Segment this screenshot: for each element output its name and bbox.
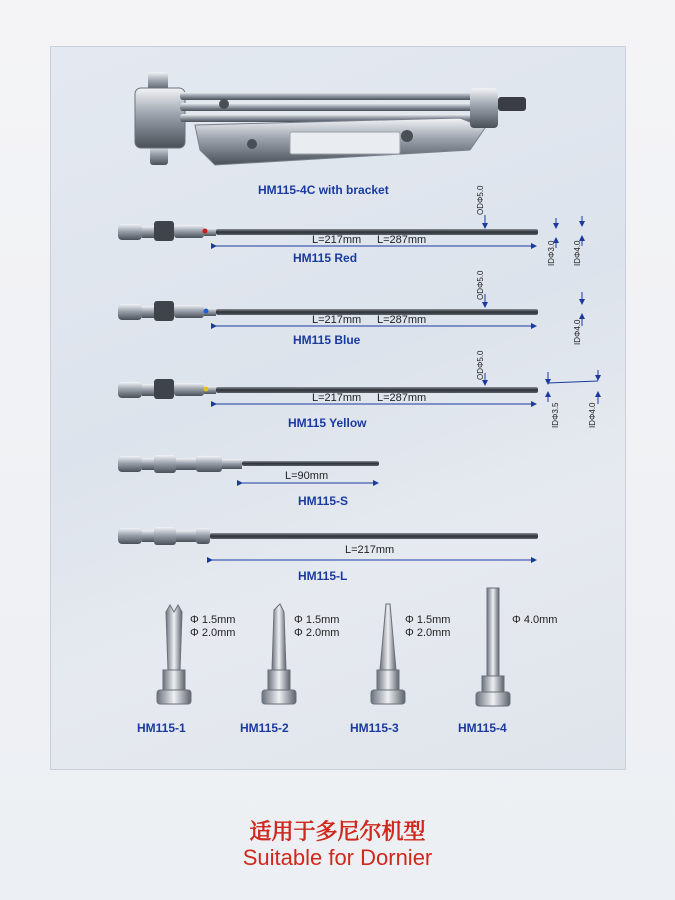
hm115-l-tool — [118, 527, 538, 545]
od-yellow: ODΦ5.0 — [476, 350, 485, 380]
label-tip3: HM115-3 — [350, 721, 399, 735]
label-l: HM115-L — [298, 569, 348, 583]
tip-hm115-1 — [157, 605, 191, 704]
dim-red-1: L=217mm — [312, 234, 362, 246]
label-bracket: HM115-4C with bracket — [258, 183, 389, 197]
label-tip4: HM115-4 — [458, 721, 507, 735]
id-red-2: IDΦ4.0 — [573, 240, 582, 266]
tip-hm115-4 — [476, 588, 510, 706]
tip2-size: Φ 1.5mm Φ 2.0mm — [294, 614, 340, 639]
dim-blue-1: L=217mm — [312, 314, 362, 326]
dim-red-2: L=287mm — [377, 234, 427, 246]
hm115-s-tool — [118, 455, 379, 473]
id-yellow-1: IDΦ3.5 — [551, 402, 560, 428]
tip-hm115-2 — [262, 604, 296, 704]
label-red: HM115 Red — [293, 251, 358, 265]
dim-l: L=217mm — [345, 544, 395, 556]
dim-yellow-1: L=217mm — [312, 392, 362, 404]
label-s: HM115-S — [298, 494, 349, 508]
caption-chinese: 适用于多尼尔机型 — [249, 820, 426, 845]
tip3-size: Φ 1.5mm Φ 2.0mm — [405, 614, 451, 639]
label-tip2: HM115-2 — [240, 721, 289, 735]
tip4-size: Φ 4.0mm — [512, 614, 558, 626]
label-tip1: HM115-1 — [137, 721, 186, 735]
label-yellow: HM115 Yellow — [288, 416, 367, 430]
tip-hm115-3 — [371, 604, 405, 704]
tip1-size: Φ 1.5mm Φ 2.0mm — [190, 614, 236, 639]
od-blue: ODΦ5.0 — [476, 270, 485, 300]
label-blue: HM115 Blue — [293, 333, 361, 347]
id-yellow-2: IDΦ4.0 — [588, 402, 597, 428]
caption-english: Suitable for Dornier — [242, 845, 433, 870]
od-red: ODΦ5.0 — [476, 185, 485, 215]
dim-s: L=90mm — [285, 470, 329, 482]
bracket-assembly — [135, 72, 526, 165]
id-red-1: IDΦ3.0 — [547, 240, 556, 266]
dim-blue-2: L=287mm — [377, 314, 427, 326]
dim-yellow-2: L=287mm — [377, 392, 427, 404]
id-blue-1: IDΦ4.0 — [573, 319, 582, 345]
